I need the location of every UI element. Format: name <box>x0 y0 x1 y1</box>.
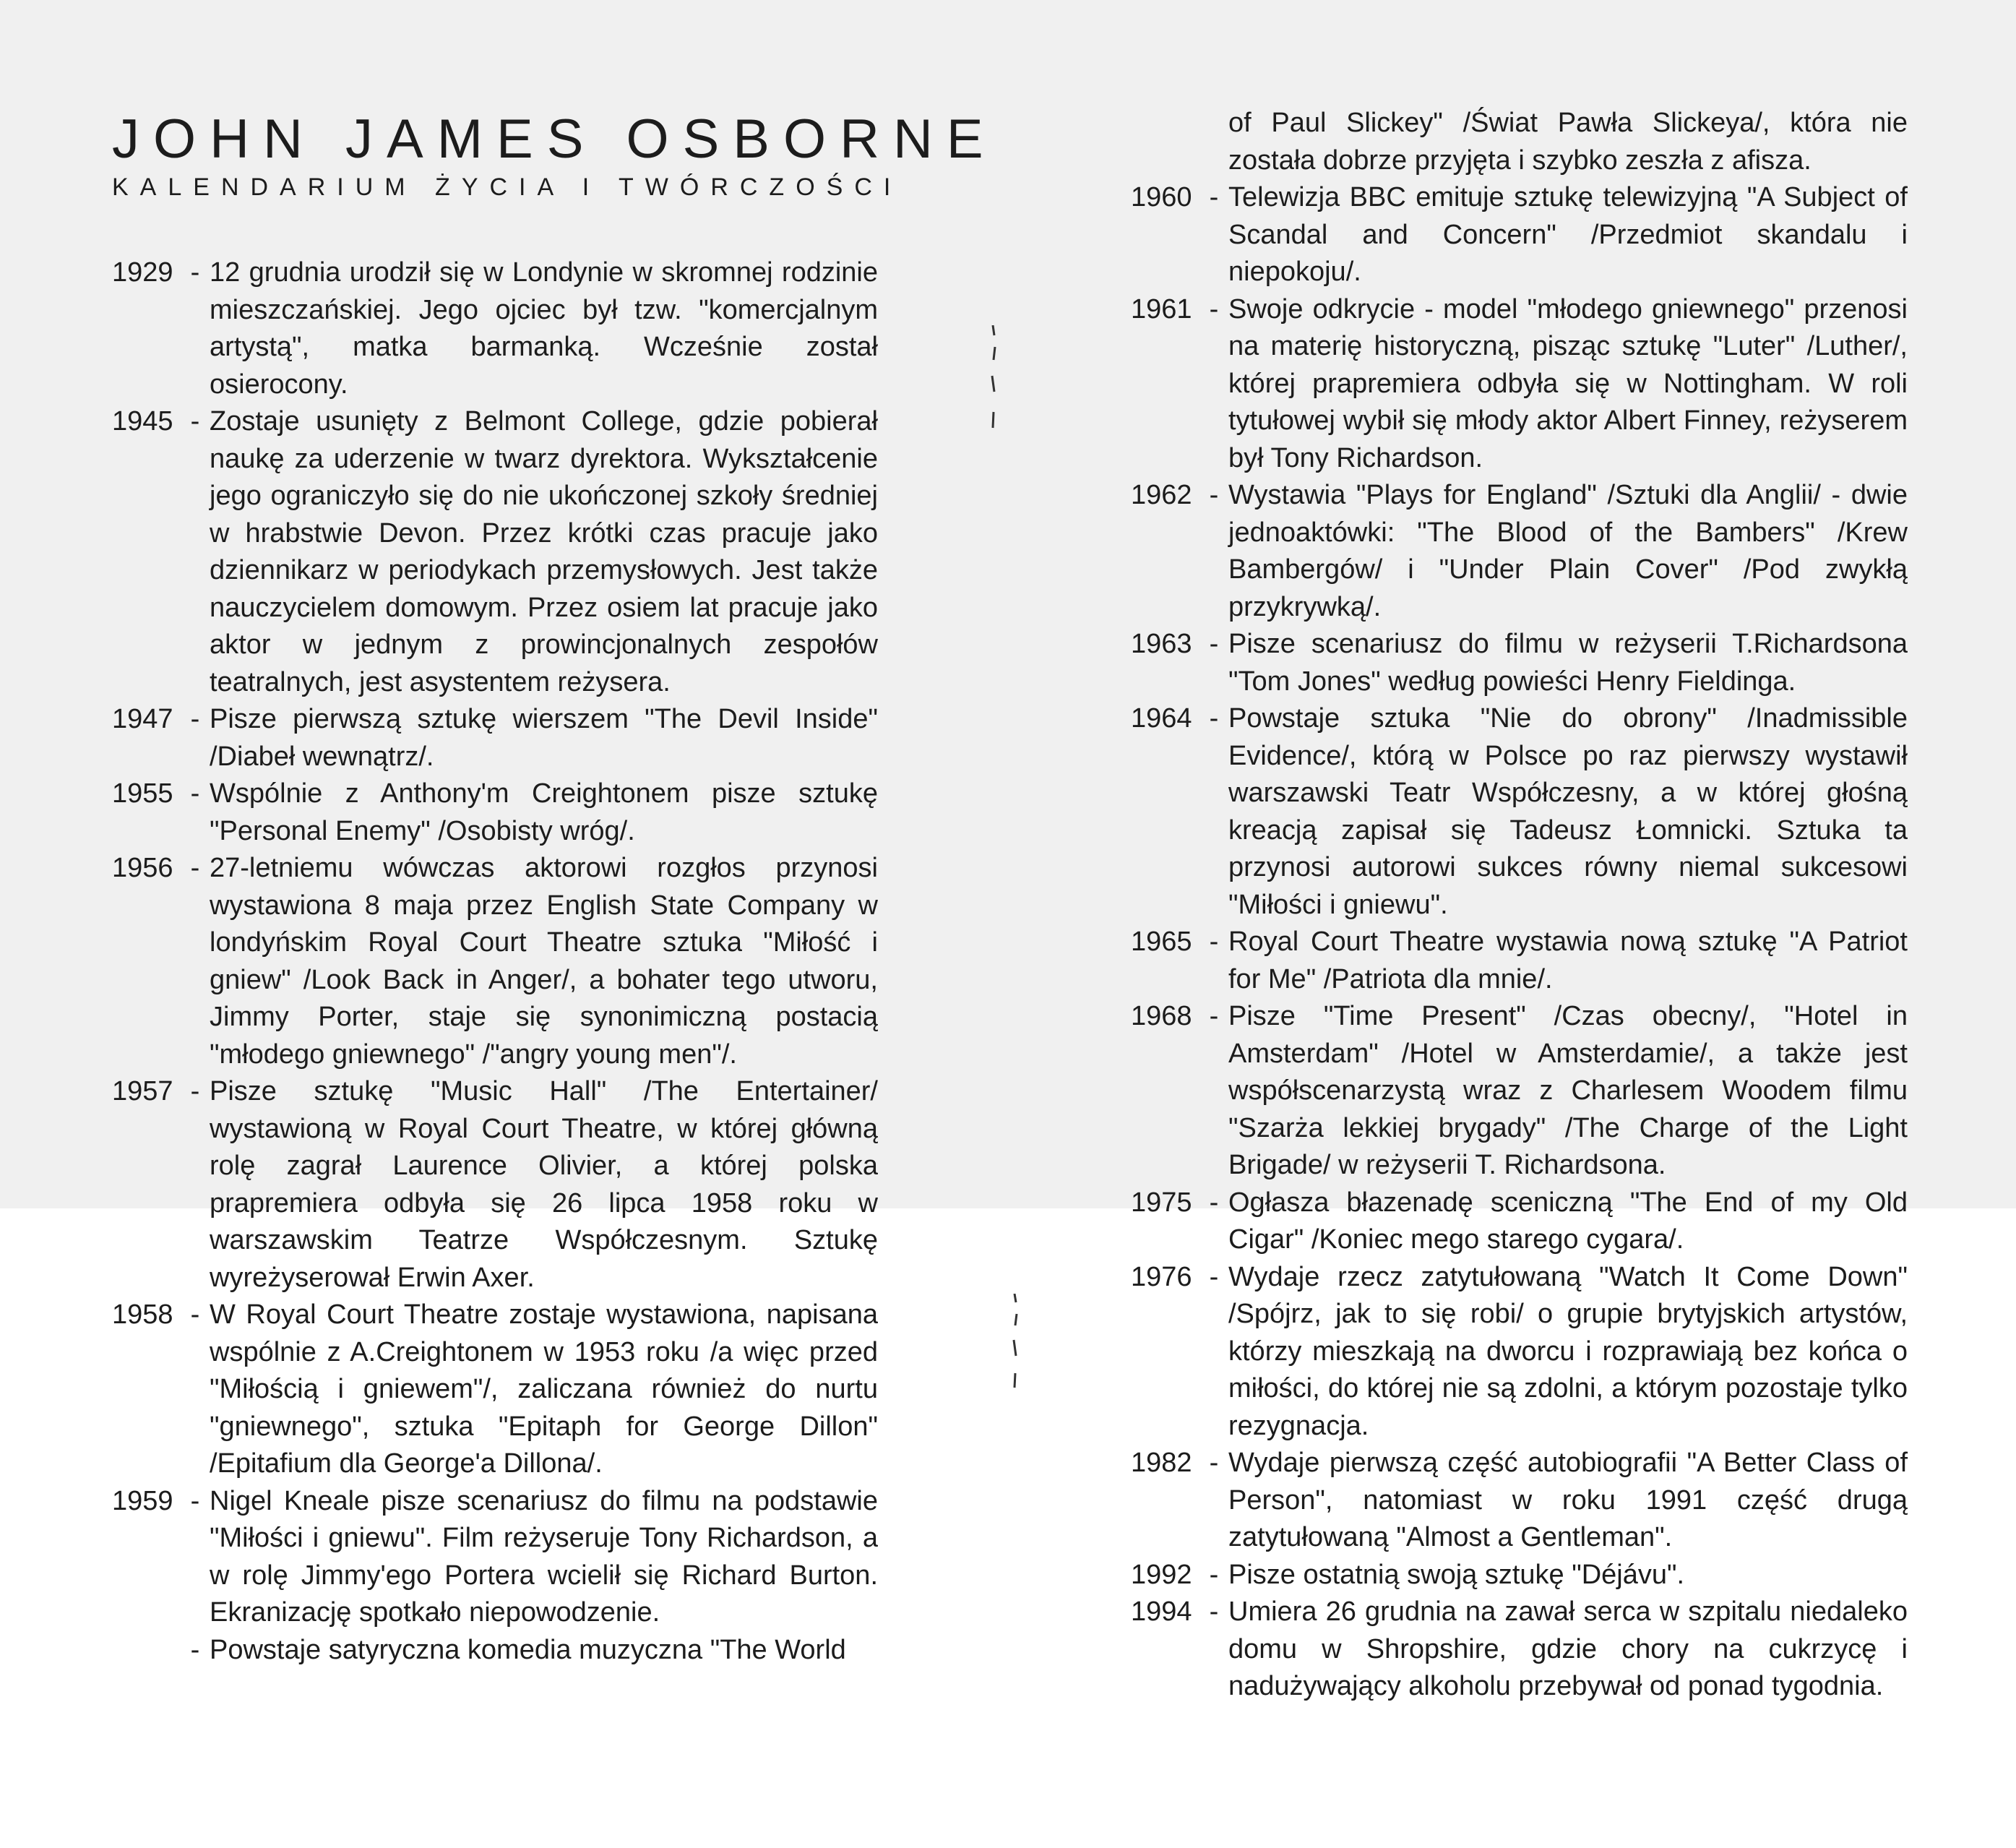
entry-text: Wystawia "Plays for England" /Sztuki dla Anglii/ - dwie jednoaktówki: "The Blood of the Bambers" /Krew Bambergów/ i "Under Plain Cover" /Pod zwykłą przykrywką/. <box>1228 480 1908 622</box>
entry-year <box>112 1632 181 1669</box>
document-title: JOHN JAMES OSBORNE <box>112 108 997 170</box>
entry-year: 1982 <box>1131 1448 1192 1478</box>
timeline-entry <box>112 775 878 850</box>
document-subtitle: KALENDARIUM ŻYCIA I TWÓRCZOŚCI <box>112 173 903 201</box>
entry-dash: - <box>1209 1187 1219 1218</box>
entry-year: 1947 <box>112 704 173 734</box>
entry-dash-empty <box>1199 105 1228 179</box>
timeline-entry <box>112 403 878 701</box>
entry-text: Nigel Kneale pisze scenariusz do filmu na podstawie "Miłości i gniewu". Film reżyseruje Tony Richardson, a w rolę Jimmy'ego Portera wcielił się Richard Burton. Ekranizację spotkało niepowodzenie. <box>210 1485 878 1628</box>
entry-dash: - <box>1209 293 1219 325</box>
timeline-entry-continuation <box>112 1632 878 1669</box>
timeline-entry <box>1131 626 1908 700</box>
timeline-entry <box>1131 700 1908 924</box>
entry-year: 1960 <box>1131 182 1192 212</box>
entry-dash: - <box>1209 480 1219 510</box>
timeline-entry <box>112 254 878 403</box>
entry-dash: - <box>1209 1448 1219 1478</box>
entry-text: Pisze pierwszą sztukę wierszem "The Devil Inside" /Diabeł wewnątrz/. <box>210 704 878 772</box>
timeline-entry <box>112 1073 878 1297</box>
entry-text: Pisze ostatnią swoją sztukę "Déjávu". <box>1228 1559 1685 1590</box>
entry-year: 1957 <box>112 1076 173 1106</box>
entry-text: Umiera 26 grudnia na zawał serca w szpitalu niedaleko domu w Shropshire, gdzie chory na cukrzycę i nadużywający alkoholu przebywał od ponad tygodnia. <box>1228 1596 1908 1701</box>
entry-dash: - <box>1209 703 1219 734</box>
entry-year: 1965 <box>1131 927 1192 957</box>
entry-year: 1962 <box>1131 480 1192 510</box>
entry-dash: - <box>190 1076 200 1106</box>
entry-year: 1929 <box>112 257 173 288</box>
entry-text: 27-letniemu wówczas aktorowi rozgłos przynosi wystawiona 8 maja przez English State Company w londyńskim Royal Court Theatre sztuka "Miłość i gniew" /Look Back in Anger/, a bohater tego utworu, Jimmy Porter, staje się synonimiczną postacią "młodego gniewnego" /"angry young men"/. <box>210 853 878 1070</box>
timeline-entry <box>1131 179 1908 291</box>
entry-text: Ogłasza błazenadę sceniczną "The End of my Old Cigar" /Koniec mego starego cygara/. <box>1228 1187 1908 1255</box>
timeline-entry <box>112 701 878 775</box>
entry-text: Wydaje pierwszą część autobiografii "A Better Class of Person", natomiast w roku 1991 część drugą zatytułowaną "Almost a Gentleman". <box>1228 1448 1908 1552</box>
entry-text: Royal Court Theatre wystawia nową sztukę "A Patriot for Me" /Patriota dla mnie/. <box>1228 927 1908 994</box>
timeline-entry <box>1131 1445 1908 1557</box>
entry-dash: - <box>190 853 200 883</box>
entry-year: 1959 <box>112 1485 173 1516</box>
entry-year: 1963 <box>1131 629 1192 659</box>
entry-year: 1976 <box>1131 1261 1192 1292</box>
entry-dash: - <box>190 406 200 437</box>
entry-dash: - <box>190 1634 200 1665</box>
entry-year: 1964 <box>1131 703 1192 734</box>
entry-dash: - <box>1209 182 1219 212</box>
entry-year: 1958 <box>112 1299 173 1330</box>
timeline-entry <box>1131 998 1908 1185</box>
entry-year <box>1131 105 1199 179</box>
entry-dash: - <box>1209 927 1219 957</box>
entry-year: 1956 <box>112 853 173 883</box>
entry-year: 1992 <box>1131 1559 1192 1590</box>
timeline-entry <box>112 1483 878 1632</box>
timeline-entry <box>1131 291 1908 478</box>
right-column <box>1131 105 1908 1706</box>
entry-dash: - <box>190 1485 200 1516</box>
entry-text: Pisze sztukę "Music Hall" /The Entertainer/ wystawioną w Royal Court Theatre, w której główną rolę zagrał Laurence Olivier, a której polska prapremiera odbyła się 26 lipca 1958 roku w warszawskim Teatrze Współczesnym. Sztukę wyreżyserował Erwin Axer. <box>210 1076 878 1293</box>
entry-dash: - <box>1209 629 1219 659</box>
entry-year: 1945 <box>112 406 173 437</box>
timeline-entry <box>1131 477 1908 626</box>
staple-mark-bottom <box>1012 1294 1019 1380</box>
entry-text: Zostaje usunięty z Belmont College, gdzie pobierał naukę za uderzenie w twarz dyrektora. Wykształcenie jego ograniczyło się do nie ukończonej szkoły średniej w hrabstwie Devon. Przez krótki czas pracuje jako dziennikarz w periodykach przemysłowych. Jest także nauczycielem domowym. Przez osiem lat pracuje jako aktor w jednym z prowincjonalnych zespołów teatralnych, jest asystentem reżysera. <box>210 406 878 697</box>
entry-text: Telewizja BBC emituje sztukę telewizyjną "A Subject of Scandal and Concern" /Przedmiot skandalu i niepokoju/. <box>1228 182 1908 287</box>
entry-text: Swoje odkrycie - model "młodego gniewnego" przenosi na materię historyczną, pisząc sztukę "Luter" /Luther/, której prapremiera odbyła się w Nottingham. W roli tytułowej wybił się młody aktor Albert Finney, reżyserem był Tony Richardson. <box>1228 293 1908 473</box>
timeline-entry <box>1131 1259 1908 1445</box>
timeline-entry <box>1131 1594 1908 1706</box>
entry-dash: - <box>190 257 200 288</box>
entry-year: 1955 <box>112 778 173 809</box>
entry-text: Pisze scenariusz do filmu w reżyserii T.Richardsona "Tom Jones" według powieści Henry Fieldinga. <box>1228 629 1908 697</box>
entry-text: Powstaje satyryczna komedia muzyczna "The World <box>210 1634 846 1665</box>
staple-mark-top <box>990 325 997 412</box>
entry-text: of Paul Slickey" /Świat Pawła Slickeya/, która nie została dobrze przyjęta i szybko zeszła z afisza. <box>1228 108 1908 176</box>
entry-text: Powstaje sztuka "Nie do obrony" /Inadmissible Evidence/, którą w Polsce po raz pierwszy wystawił warszawski Teatr Współczesny, a w której głośną kreacją zapisał się Tadeusz Łomnicki. Sztuka ta przynosi autorowi sukces równy niemal sukcesowi "Miłości i gniewu". <box>1228 703 1908 920</box>
entry-dash: - <box>1209 1001 1219 1031</box>
timeline-entry <box>112 850 878 1073</box>
entry-year: 1975 <box>1131 1187 1192 1218</box>
entry-text: Wydaje rzecz zatytułowaną "Watch It Come Down" /Spójrz, jak to się robi/ o grupie brytyjskich artystów, którzy mieszkają na dworcu i rozprawiają bez końca o miłości, do której nie są zdolni, a którym pozostaje tylko rezygnacja. <box>1228 1261 1908 1441</box>
entry-year: 1968 <box>1131 1001 1192 1031</box>
left-column <box>112 254 878 1669</box>
timeline-entry <box>1131 1185 1908 1259</box>
entry-text: W Royal Court Theatre zostaje wystawiona, napisana wspólnie z A.Creightonem w 1953 roku /a więc przed "Miłością i gniewem"/, zaliczana również do nurtu "gniewnego", sztuka "Epitaph for George Dillon" /Epitafium dla George'a Dillona/. <box>210 1299 878 1479</box>
entry-dash: - <box>190 704 200 734</box>
timeline-entry-continued <box>1131 105 1908 179</box>
timeline-entry <box>1131 1557 1908 1594</box>
entry-text: 12 grudnia urodził się w Londynie w skromnej rodzinie mieszczańskiej. Jego ojciec był tzw. "komercjalnym artystą", matka barmanką. Wcześnie został osierocony. <box>210 257 878 400</box>
entry-text: Wspólnie z Anthony'm Creightonem pisze sztukę "Personal Enemy" /Osobisty wróg/. <box>210 778 878 846</box>
entry-dash: - <box>190 778 200 809</box>
entry-dash: - <box>1209 1261 1219 1292</box>
entry-dash: - <box>1209 1596 1219 1627</box>
entry-text: Pisze "Time Present" /Czas obecny/, "Hotel in Amsterdam" /Hotel w Amsterdamie/, a także jest współscenarzystą wraz z Charlesem Woodem filmu "Szarża lekkiej brygady" /The Charge of the Light Brigade/ w reżyserii T. Richardsona. <box>1228 1001 1908 1180</box>
entry-year: 1994 <box>1131 1596 1192 1627</box>
entry-year: 1961 <box>1131 293 1192 325</box>
timeline-entry <box>112 1297 878 1483</box>
entry-dash: - <box>1209 1559 1219 1590</box>
timeline-entry <box>1131 924 1908 998</box>
entry-dash: - <box>190 1299 200 1330</box>
